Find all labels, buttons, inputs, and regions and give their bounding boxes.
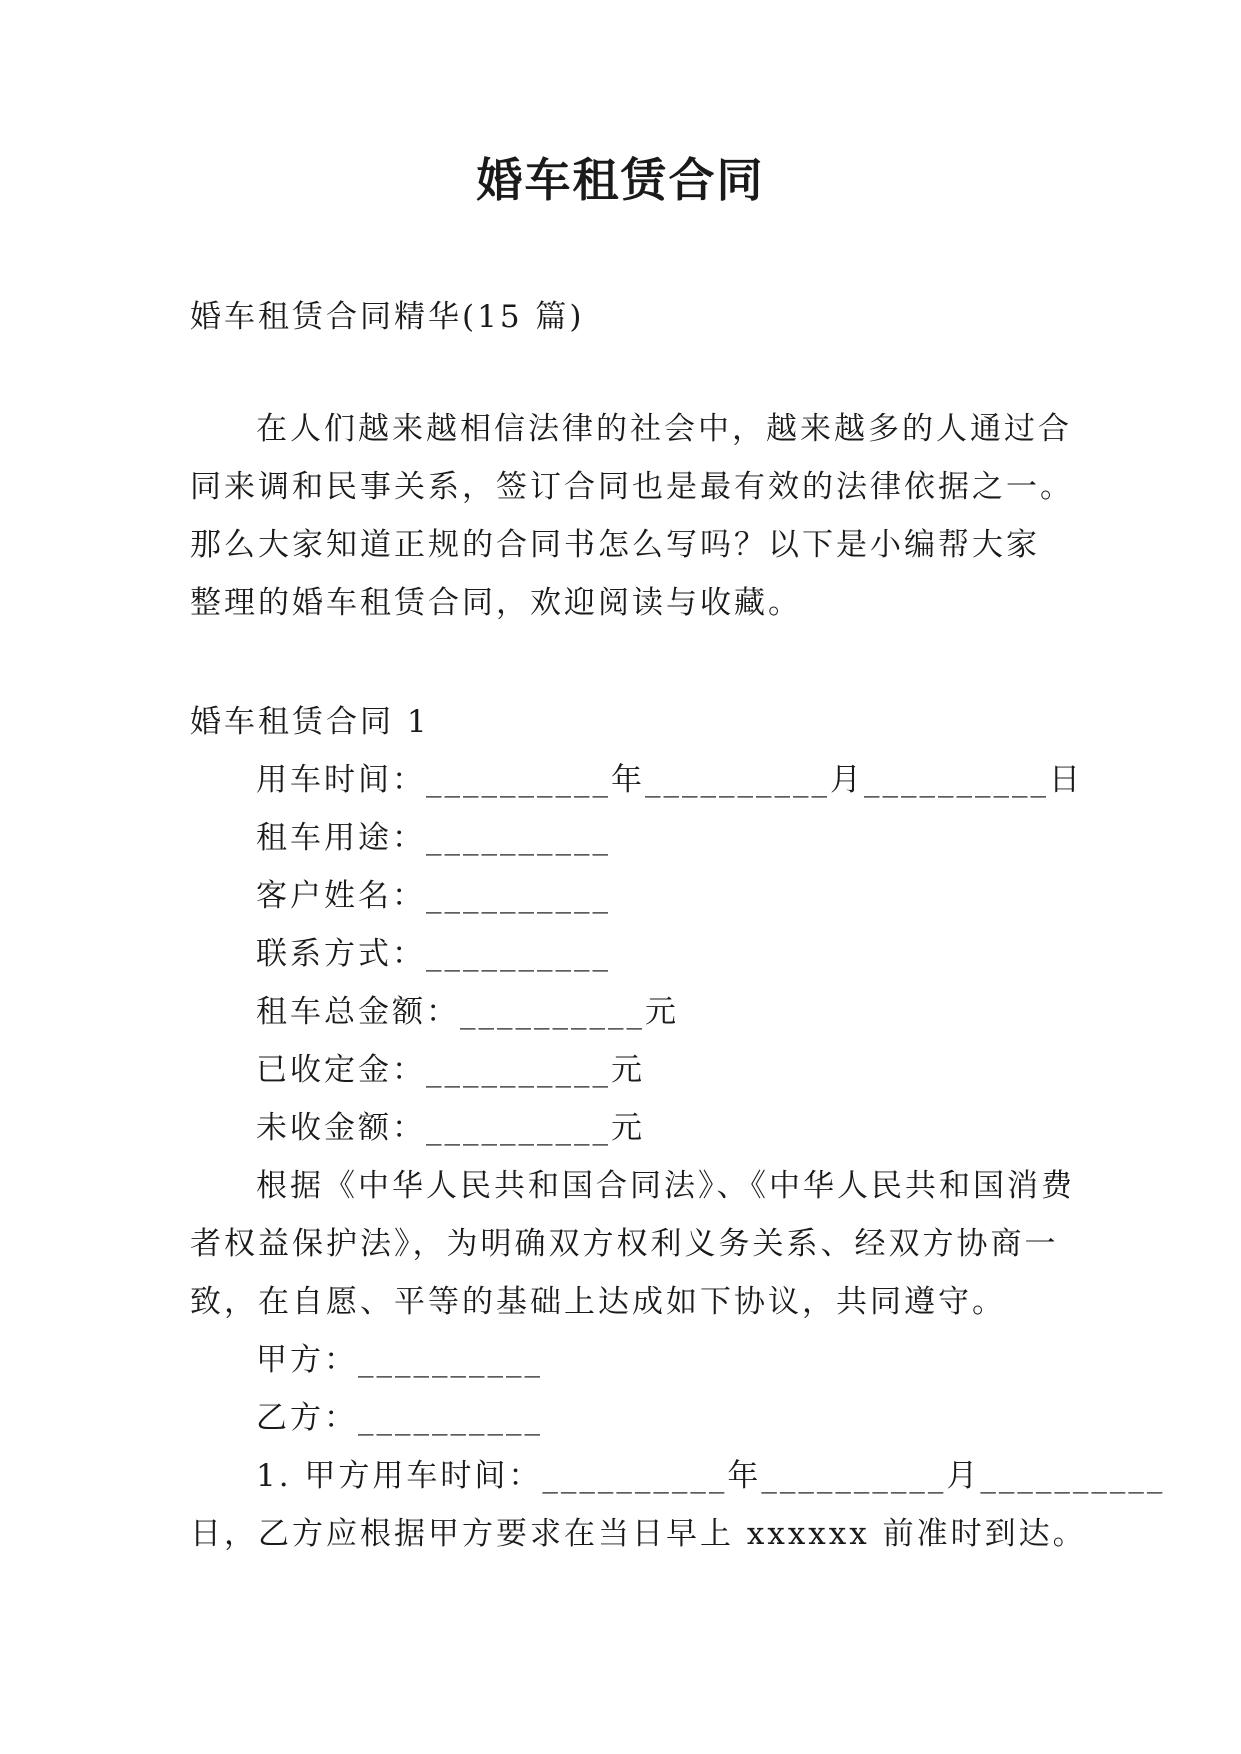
clause-line: 日，乙方应根据甲方要求在当日早上 xxxxxx 前准时到达。 [190,1516,1087,1552]
party-b: 乙方：__________ [256,1400,543,1436]
section-heading: 婚车租赁合同 1 [190,704,430,740]
intro-line: 那么大家知道正规的合同书怎么写吗？以下是小编帮大家 [190,527,1040,563]
field-rental-purpose: 租车用途：__________ [256,820,611,856]
basis-line: 者权益保护法》，为明确双方权利义务关系、经双方协商一 [190,1226,1059,1262]
clause-line: 1. 甲方用车时间：__________年__________月__________ [256,1458,1166,1494]
intro-line: 同来调和民事关系，签订合同也是最有效的法律依据之一。 [190,469,1074,505]
field-amount-unpaid: 未收金额：__________元 [256,1110,645,1146]
field-total-amount: 租车总金额：__________元 [256,994,679,1030]
basis-line: 根据《中华人民共和国合同法》、《中华人民共和国消费 [256,1168,1075,1204]
intro-line: 在人们越来越相信法律的社会中，越来越多的人通过合 [256,411,1072,447]
document-title: 婚车租赁合同 [476,153,765,207]
document-subtitle: 婚车租赁合同精华(15 篇) [190,299,585,335]
field-usage-date: 用车时间：__________年__________月__________日 [256,762,1083,798]
basis-line: 致，在自愿、平等的基础上达成如下协议，共同遵守。 [190,1284,1006,1320]
field-deposit-received: 已收定金：__________元 [256,1052,645,1088]
party-a: 甲方：__________ [256,1342,543,1378]
field-contact: 联系方式：__________ [256,936,611,972]
intro-line: 整理的婚车租赁合同，欢迎阅读与收藏。 [190,585,802,621]
field-customer-name: 客户姓名：__________ [256,878,611,914]
